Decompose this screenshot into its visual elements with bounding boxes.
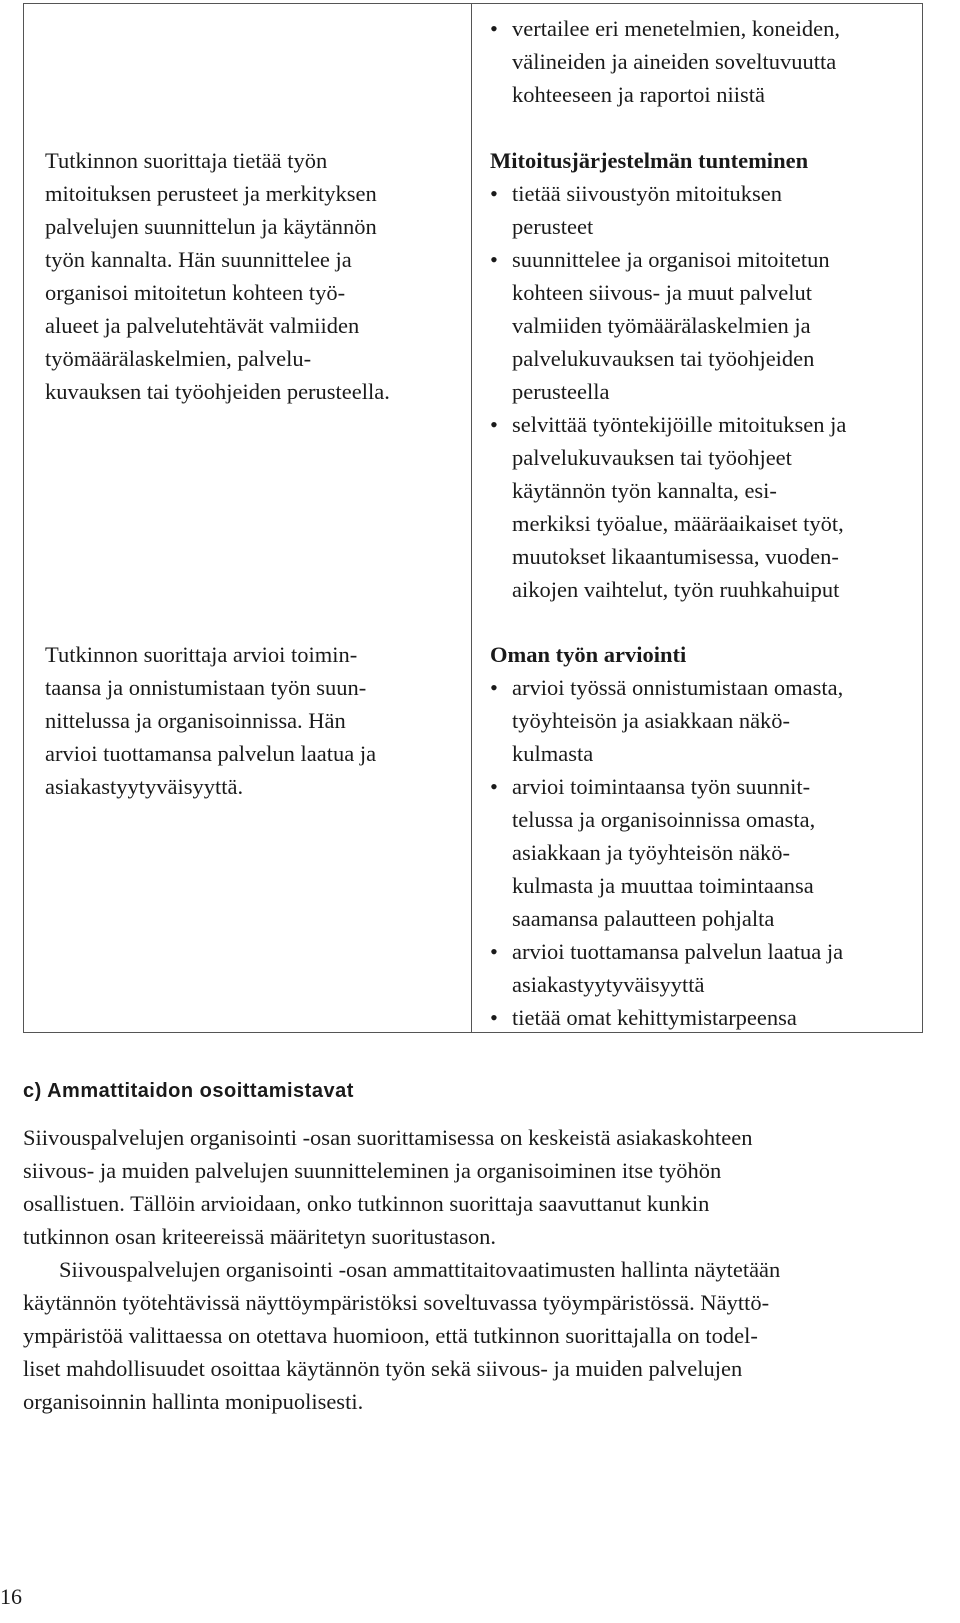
text-line: liset mahdollisuudet osoittaa käytännön työn sekä siivous- ja muiden palvelujen bbox=[23, 1356, 743, 1381]
text-line: mitoituksen perusteet ja merkityksen bbox=[45, 181, 377, 206]
right-column-section-mitoitus bbox=[490, 144, 915, 606]
body-paragraph-2 bbox=[23, 1253, 923, 1418]
bullet-list bbox=[490, 12, 915, 111]
list-item bbox=[490, 671, 915, 770]
right-column-section-arviointi bbox=[490, 638, 915, 1034]
bullet-icon: • bbox=[490, 247, 498, 272]
section-heading-c: c) Ammattitaidon osoittamistavat bbox=[23, 1080, 354, 1102]
page-number: 16 bbox=[0, 1584, 22, 1609]
bullet-icon: • bbox=[490, 16, 498, 41]
text-line: siivous- ja muiden palvelujen suunnitteleminen ja organisoiminen itse työhön bbox=[23, 1158, 722, 1183]
text-line: kulmasta ja muuttaa toimintaansa bbox=[512, 873, 814, 898]
bullet-icon: • bbox=[490, 774, 498, 799]
text-line: arvioi työssä onnistumistaan omasta, bbox=[512, 675, 844, 700]
section-heading-mitoitus: Mitoitusjärjestelmän tunteminen bbox=[490, 148, 809, 173]
text-line: Tutkinnon suorittaja arvioi toimin- bbox=[45, 642, 358, 667]
list-item bbox=[490, 243, 915, 408]
body-paragraph-1 bbox=[23, 1121, 923, 1253]
text-line: valmiiden työmäärälaskelmien ja bbox=[512, 313, 811, 338]
bullet-icon: • bbox=[490, 1005, 498, 1030]
text-line: kuvauksen tai työohjeiden perusteella. bbox=[45, 379, 390, 404]
text-line: arvioi toimintaansa työn suunnit- bbox=[512, 774, 811, 799]
text-line: työn kannalta. Hän suunnittelee ja bbox=[45, 247, 352, 272]
bullet-icon: • bbox=[490, 675, 498, 700]
text-line: Siivouspalvelujen organisointi -osan suorittamisessa on keskeistä asiakaskohteen bbox=[23, 1125, 753, 1150]
text-line: aikojen vaihtelut, työn ruuhkahuiput bbox=[512, 577, 840, 602]
text-line: muutokset likaantumisessa, vuoden- bbox=[512, 544, 839, 569]
text-line: palvelukuvauksen tai työohjeiden bbox=[512, 346, 815, 371]
list-item bbox=[490, 177, 915, 243]
text-line: taansa ja onnistumistaan työn suun- bbox=[45, 675, 367, 700]
text-line: kohteeseen ja raportoi niistä bbox=[512, 82, 766, 107]
text-line: osallistuen. Tällöin arvioidaan, onko tutkinnon suorittaja saavuttanut kunkin bbox=[23, 1191, 710, 1216]
text-line: käytännön työtehtävissä näyttöympäristöksi soveltuvassa työympäristössä. Näyttö- bbox=[23, 1290, 770, 1315]
right-column-top bbox=[490, 12, 915, 111]
text-line: vertailee eri menetelmien, koneiden, bbox=[512, 16, 840, 41]
left-paragraph-arviointi bbox=[45, 638, 465, 803]
text-line: ympäristöä valittaessa on otettava huomioon, että tutkinnon suorittajalla on todel- bbox=[23, 1323, 758, 1348]
list-item bbox=[490, 935, 915, 1001]
text-line: saamansa palautteen pohjalta bbox=[512, 906, 775, 931]
list-item bbox=[490, 408, 915, 606]
text-line: suunnittelee ja organisoi mitoitetun bbox=[512, 247, 830, 272]
list-item bbox=[490, 1001, 915, 1034]
section-heading-arviointi: Oman työn arviointi bbox=[490, 642, 687, 667]
text-line: telussa ja organisoinnissa omasta, bbox=[512, 807, 816, 832]
text-line: asiakkaan ja työyhteisön näkö- bbox=[512, 840, 791, 865]
text-line: arvioi tuottamansa palvelun laatua ja bbox=[45, 741, 377, 766]
left-paragraph-mitoitus bbox=[45, 144, 465, 408]
bullet-list bbox=[490, 177, 915, 606]
text-line: palvelukuvauksen tai työohjeet bbox=[512, 445, 792, 470]
text-line: merkiksi työalue, määräaikaiset työt, bbox=[512, 511, 844, 536]
text-line: työmäärälaskelmien, palvelu- bbox=[45, 346, 312, 371]
text-line: perusteella bbox=[512, 379, 610, 404]
text-line: välineiden ja aineiden soveltuvuutta bbox=[512, 49, 837, 74]
text-line: tutkinnon osan kriteereissä määritetyn suoritustason. bbox=[23, 1224, 497, 1249]
column-divider bbox=[471, 3, 472, 1033]
text-line: nittelussa ja organisoinnissa. Hän bbox=[45, 708, 346, 733]
text-line: arvioi tuottamansa palvelun laatua ja bbox=[512, 939, 844, 964]
text-line: alueet ja palvelutehtävät valmiiden bbox=[45, 313, 360, 338]
list-item bbox=[490, 12, 915, 111]
text-line: käytännön työn kannalta, esi- bbox=[512, 478, 777, 503]
bullet-icon: • bbox=[490, 412, 498, 437]
text-line: työyhteisön ja asiakkaan näkö- bbox=[512, 708, 791, 733]
bullet-icon: • bbox=[490, 181, 498, 206]
text-line: organisoinnin hallinta monipuolisesti. bbox=[23, 1389, 364, 1414]
text-line: palvelujen suunnittelun ja käytännön bbox=[45, 214, 377, 239]
text-line: Siivouspalvelujen organisointi -osan ammattitaitovaatimusten hallinta näytetään bbox=[59, 1257, 781, 1282]
bullet-icon: • bbox=[490, 939, 498, 964]
text-line: tietää siivoustyön mitoituksen bbox=[512, 181, 782, 206]
text-line: organisoi mitoitetun kohteen työ- bbox=[45, 280, 346, 305]
list-item bbox=[490, 770, 915, 935]
text-line: selvittää työntekijöille mitoituksen ja bbox=[512, 412, 847, 437]
bullet-list bbox=[490, 671, 915, 1034]
text-line: perusteet bbox=[512, 214, 594, 239]
text-line: asiakastyytyväisyyttä bbox=[512, 972, 705, 997]
text-line: kohteen siivous- ja muut palvelut bbox=[512, 280, 812, 305]
text-line: Tutkinnon suorittaja tietää työn bbox=[45, 148, 328, 173]
text-line: tietää omat kehittymistarpeensa bbox=[512, 1005, 797, 1030]
text-line: kulmasta bbox=[512, 741, 594, 766]
text-line: asiakastyytyväisyyttä. bbox=[45, 774, 244, 799]
